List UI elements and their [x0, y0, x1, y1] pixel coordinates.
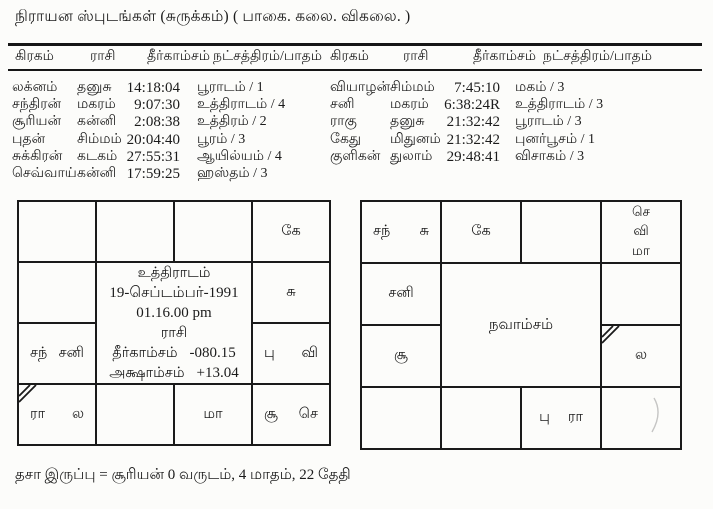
cell-kumbham: [361, 263, 441, 325]
longitude-value: 2:08:38: [134, 114, 180, 130]
chart-label: ராசி: [160, 325, 188, 341]
header-rasi-right: ராசி: [403, 49, 429, 64]
rasi-name: துலாம்: [390, 149, 433, 164]
planet-name: சந்திரன்: [12, 97, 62, 112]
birth-date: 19-செப்டம்பர்-1991: [109, 285, 239, 301]
cell-meenam: [18, 201, 96, 262]
planet-venus: சு: [419, 223, 429, 239]
cell-makaram: [18, 323, 96, 384]
table-row: [0, 132, 713, 149]
table-row: [0, 149, 713, 166]
rasi-name: தனுசு: [390, 114, 425, 129]
cell-viruchigam: [96, 384, 174, 445]
cell-simmam-lagna: [601, 325, 681, 387]
planet-jupiter: வி: [633, 223, 649, 238]
nakshatra-pada: மகம் / 3: [515, 80, 565, 95]
cell-mithunam: [252, 201, 330, 262]
scan-artifact: [646, 394, 666, 436]
cell-viruchigam: [441, 387, 521, 449]
planet-name: சுக்கிரன்: [12, 149, 63, 164]
dasa-balance-note: தசா இருப்பு = சூரியன் 0 வருடம், 4 மாதம், 22 தேதி: [15, 467, 351, 483]
cell-rishabam: [174, 201, 252, 262]
nakshatra-pada: புனர்பூசம் / 1: [515, 132, 596, 147]
cell-thulam: [521, 387, 601, 449]
table-row: [0, 97, 713, 114]
planet-saturn: சனி: [388, 285, 414, 301]
latitude-label: அக்ஷாம்சம்: [109, 365, 185, 381]
planet-ketu: கே: [281, 222, 301, 239]
cell-kadagam: [252, 262, 330, 323]
nakshatra-pada: பூரம் / 3: [197, 132, 246, 147]
longitude-value: 29:48:41: [446, 149, 500, 165]
navamsa-chart: [360, 200, 682, 450]
planet-sun: சூ: [264, 405, 278, 422]
nakshatra-pada: உத்திரம் / 2: [197, 114, 267, 129]
cell-kumbham: [18, 262, 96, 323]
planet-mars: செ: [298, 405, 318, 422]
planet-mercury: பு: [264, 344, 275, 361]
rasi-chart-center: [96, 262, 252, 384]
cell-thulam: [174, 384, 252, 445]
planet-name: புதன்: [12, 132, 46, 147]
cell-mesham: [441, 201, 521, 263]
nakshatra-pada: ஆயில்யம் / 4: [197, 149, 282, 164]
lagna-mark-icon: [602, 326, 624, 348]
longitude-value: 27:55:31: [126, 149, 180, 165]
table-row: [0, 114, 713, 131]
rasi-name: மிதுனம்: [390, 132, 441, 147]
birth-time: 01.16.00 pm: [136, 305, 212, 321]
planet-name: ராகு: [330, 114, 357, 129]
table-row: [0, 80, 713, 97]
planet-rahu: ரா: [567, 409, 583, 425]
cell-kanni: [252, 384, 330, 445]
longitude-label: தீர்காம்சம்: [112, 345, 178, 361]
planet-jupiter: வி: [301, 344, 318, 361]
longitude-value: 17:59:25: [126, 166, 180, 182]
table-row: [0, 166, 713, 183]
rasi-name: மகரம்: [77, 97, 116, 112]
header-nakshatra-left: நட்சத்திரம்/பாதம்: [213, 49, 322, 64]
rasi-name: தனுசு: [77, 80, 112, 95]
longitude-value: -080.15: [189, 345, 236, 361]
rasi-chart: [17, 200, 331, 446]
planet-mandi: மா: [203, 405, 223, 422]
longitude-value: 9:07:30: [134, 97, 180, 113]
planet-name: குளிகன்: [330, 149, 381, 164]
planet-saturn: சனி: [58, 344, 84, 361]
planet-name: சனி: [330, 97, 355, 112]
cell-simmam: [252, 323, 330, 384]
nakshatra-pada: விசாகம் / 3: [515, 149, 585, 164]
planet-name: கேது: [330, 132, 362, 147]
longitude-value: 6:38:24R: [444, 97, 500, 113]
cell-dhanusu-lagna: [18, 384, 96, 445]
longitude-value: 21:32:42: [446, 132, 500, 148]
lagna-marker: ல: [71, 405, 84, 422]
header-graham-left: கிரகம்: [15, 49, 54, 64]
planet-sun: சூ: [394, 347, 408, 363]
planet-rahu: ரா: [30, 405, 46, 422]
cell-kanni: [601, 387, 681, 449]
planet-ketu: கே: [471, 223, 491, 239]
cell-makaram: [361, 325, 441, 387]
navamsa-chart-center: [441, 263, 601, 387]
longitude-value: 14:18:04: [126, 80, 180, 96]
cell-mesham: [96, 201, 174, 262]
planet-moon: சந்: [373, 223, 391, 239]
longitude-value: 21:32:42: [446, 114, 500, 130]
cell-rishabam: [521, 201, 601, 263]
header-longitude-right: தீர்காம்சம்: [473, 49, 536, 64]
rasi-name: கன்னி: [77, 114, 117, 129]
nakshatra-pada: ஹஸ்தம் / 3: [197, 166, 268, 181]
header-longitude-left: தீர்காம்சம்: [147, 49, 210, 64]
rasi-name: கன்னி: [77, 166, 117, 181]
nakshatra-pada: உத்திராடம் / 4: [197, 97, 286, 112]
planet-venus: சு: [286, 283, 296, 300]
header-graham-right: கிரகம்: [330, 49, 369, 64]
latitude-value: +13.04: [196, 365, 239, 381]
positions-table-header: [8, 43, 702, 71]
cell-dhanusu: [361, 387, 441, 449]
lagna-mark-icon: [19, 385, 41, 407]
planet-name: வியாழன்: [330, 80, 391, 95]
header-nakshatra-right: நட்சத்திரம்/பாதம்: [543, 49, 652, 64]
page-title: நிராயன ஸ்புடங்கள் (சுருக்கம்) ( பாகை. கலை. விகலை. ): [15, 8, 411, 25]
planet-mercury: பு: [539, 409, 550, 425]
planet-mars: செ: [632, 203, 650, 219]
navamsa-label: நவாம்சம்: [488, 316, 554, 333]
birth-nakshatra: உத்திராடம்: [137, 265, 211, 281]
rasi-name: சிம்மம்: [77, 132, 122, 147]
cell-meenam: [361, 201, 441, 263]
lagna-marker: ல: [634, 347, 648, 363]
rasi-name: மகரம்: [390, 97, 429, 112]
planet-mandi: மா: [632, 242, 650, 258]
longitude-value: 7:45:10: [454, 80, 500, 96]
planet-name: சூரியன்: [12, 114, 62, 129]
header-rasi-left: ராசி: [90, 49, 116, 64]
longitude-value: 20:04:40: [126, 132, 180, 148]
rasi-name: சிம்மம்: [390, 80, 435, 95]
rasi-name: கடகம்: [77, 149, 118, 164]
planet-name: லக்னம்: [12, 80, 58, 95]
planet-name: செவ்வாய்: [12, 166, 77, 181]
cell-kadagam: [601, 263, 681, 325]
nakshatra-pada: பூராடம் / 3: [515, 114, 582, 129]
planet-moon: சந்: [30, 344, 48, 361]
nakshatra-pada: உத்திராடம் / 3: [515, 97, 604, 112]
nakshatra-pada: பூராடம் / 1: [197, 80, 264, 95]
cell-mithunam: [601, 201, 681, 263]
